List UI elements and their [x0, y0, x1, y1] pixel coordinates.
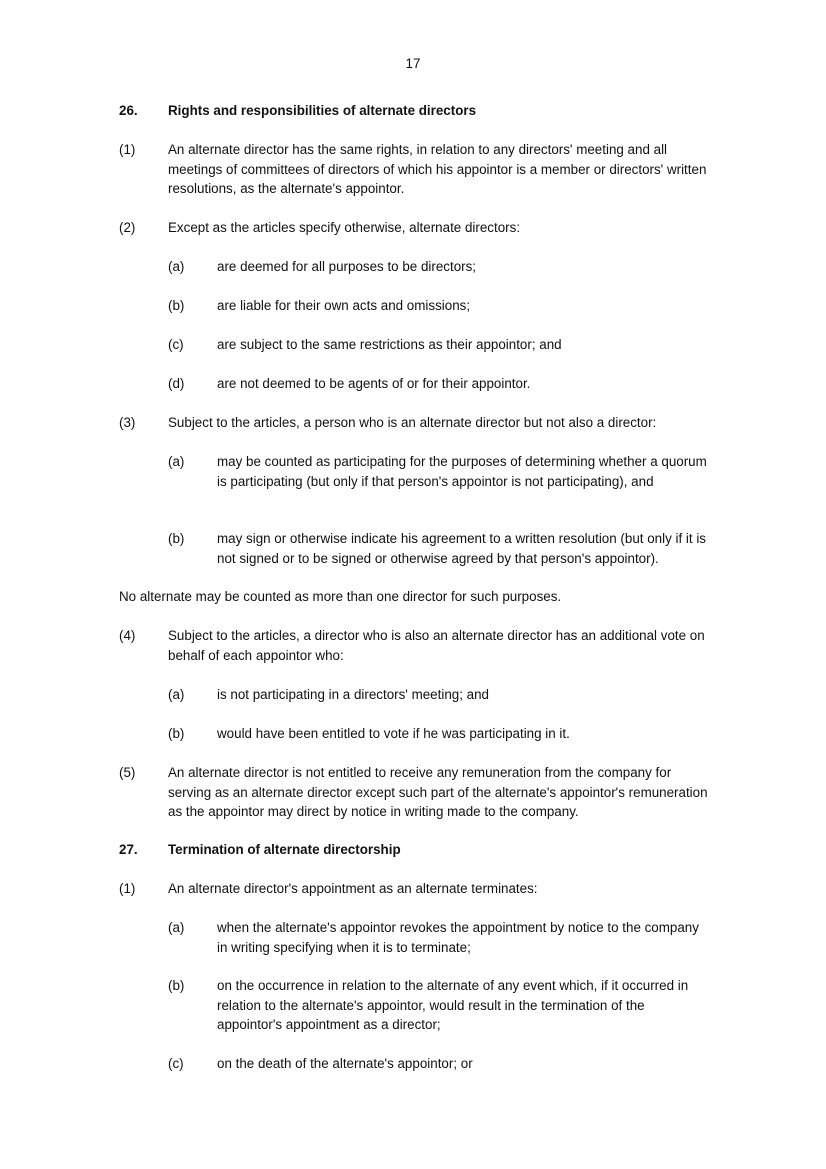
item-number: (b): [168, 978, 185, 993]
item-number: (c): [168, 1056, 184, 1071]
clause-number: (1): [119, 142, 136, 157]
item-text: on the occurrence in relation to the alternate of any event which, if it occurred in relation to the alternate's appointor, would result in the termination of the appointor's appointment as a director;: [217, 978, 689, 1032]
section-title: Termination of alternate directorship: [168, 842, 401, 857]
clause-26-4: [119, 626, 719, 665]
item-text: is not participating in a directors' meeting; and: [217, 687, 490, 702]
section-number: 26.: [119, 103, 138, 118]
item-number: (b): [168, 298, 185, 313]
section-title: Rights and responsibilities of alternate directors: [168, 103, 477, 118]
clause-26-4-a: [168, 685, 718, 705]
item-number: (d): [168, 376, 185, 391]
item-text: when the alternate's appointor revokes the appointment by notice to the company in writing specifying when it is to terminate;: [217, 920, 699, 955]
item-text: are subject to the same restrictions as their appointor; and: [217, 337, 562, 352]
clause-27-1-a: [168, 918, 718, 957]
item-text: are not deemed to be agents of or for their appointor.: [217, 376, 531, 391]
clause-text: An alternate director's appointment as an alternate terminates:: [168, 881, 538, 896]
clause-text: Except as the articles specify otherwise, alternate directors:: [168, 220, 521, 235]
clause-26-4-b: [168, 724, 718, 744]
item-number: (c): [168, 337, 184, 352]
clause-26-2: [119, 218, 719, 238]
clause-number: (4): [119, 628, 136, 643]
item-text: are liable for their own acts and omissions;: [217, 298, 471, 313]
clause-26-5: [119, 763, 719, 822]
clause-text: An alternate director is not entitled to receive any remuneration from the company for serving as an alternate director except such part of the alternate's appointor's remuneration as the appointor may direct by notice in writing made to the company.: [168, 765, 708, 819]
clause-text: An alternate director has the same rights, in relation to any directors' meeting and all meetings of committees of directors of which his appointor is a member or directors' written resolutions, as the alternate's appointor.: [168, 142, 707, 196]
clause-27-1-c: [168, 1054, 718, 1074]
clause-26-2-c: [168, 335, 718, 355]
item-number: (b): [168, 531, 185, 546]
clause-26-2-d: [168, 374, 718, 394]
item-number: (b): [168, 726, 185, 741]
clause-26-3-a: [168, 452, 718, 491]
clause-number: (3): [119, 415, 136, 430]
clause-text: Subject to the articles, a person who is an alternate director but not also a director:: [168, 415, 657, 430]
clause-text: Subject to the articles, a director who is also an alternate director has an additional vote on behalf of each appointor who:: [168, 628, 705, 663]
clause-26-2-b: [168, 296, 718, 316]
item-text: may be counted as participating for the purposes of determining whether a quorum is participating (but only if that person's appointor is not participating), and: [217, 454, 707, 489]
item-text: would have been entitled to vote if he was participating in it.: [217, 726, 570, 741]
clause-number: (1): [119, 881, 136, 896]
clause-26-1: [119, 140, 719, 199]
item-number: (a): [168, 454, 185, 469]
clause-27-1-b: [168, 976, 718, 1035]
item-text: on the death of the alternate's appointor; or: [217, 1056, 473, 1071]
clause-number: (5): [119, 765, 136, 780]
item-number: (a): [168, 920, 185, 935]
page-number: 17: [405, 56, 421, 71]
item-text: are deemed for all purposes to be directors;: [217, 259, 477, 274]
clause-26-3-b: [168, 529, 718, 568]
item-number: (a): [168, 259, 185, 274]
section-number: 27.: [119, 842, 138, 857]
clause-number: (2): [119, 220, 136, 235]
item-number: (a): [168, 687, 185, 702]
clause-27-1: [119, 879, 719, 899]
clause-26-2-a: [168, 257, 718, 277]
item-text: may sign or otherwise indicate his agreement to a written resolution (but only if it is not signed or to be signed or otherwise agreed by that person's appointor).: [217, 531, 706, 566]
note-paragraph: No alternate may be counted as more than one director for such purposes.: [119, 589, 562, 604]
clause-26-3: [119, 413, 719, 433]
